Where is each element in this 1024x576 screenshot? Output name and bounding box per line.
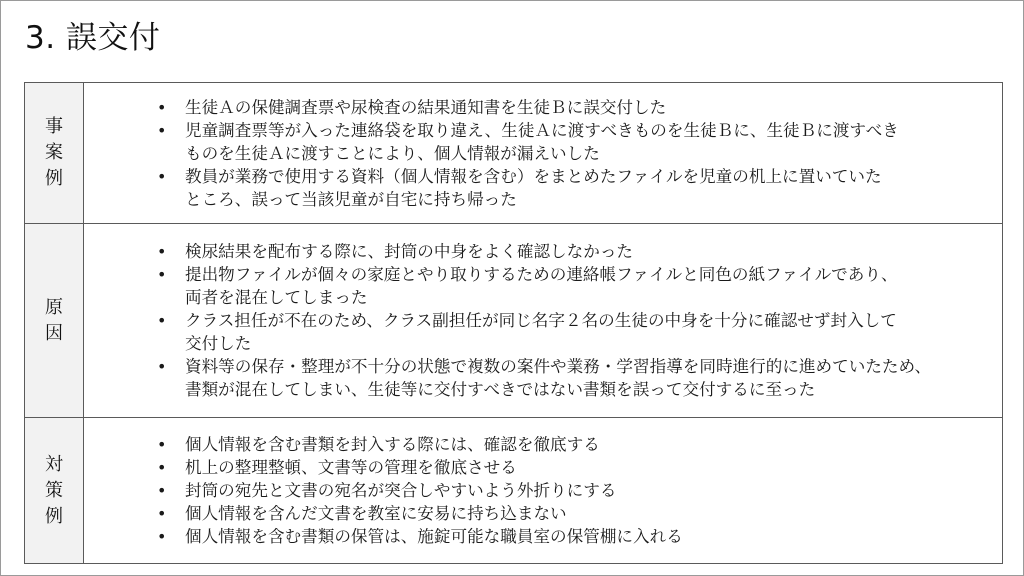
list-item xyxy=(84,119,982,165)
list-item xyxy=(84,240,982,263)
list-item-text: 生徒Ａの保健調査票や尿検査の結果通知書を生徒Ｂに誤交付した xyxy=(185,97,667,117)
list-item xyxy=(84,456,982,479)
list-item-text: 個人情報を含む書類を封入する際には、確認を徹底する xyxy=(185,435,600,454)
list-item xyxy=(84,355,982,401)
bullet-list xyxy=(84,426,1002,555)
list-item xyxy=(84,96,982,119)
section-row xyxy=(25,83,1003,224)
bullet-dot-icon: • xyxy=(157,357,167,376)
list-item xyxy=(84,502,982,525)
bullet-dot-icon: • xyxy=(157,311,167,330)
list-item-text: 個人情報を含む書類の保管は、施錠可能な職員室の保管棚に入れる xyxy=(185,527,683,546)
slide-title: 3. 誤交付 xyxy=(25,20,161,56)
bullet-dot-icon: • xyxy=(157,504,167,523)
section-label-cell xyxy=(25,418,84,564)
section-label-cell xyxy=(25,83,84,224)
bullet-dot-icon: • xyxy=(157,265,167,284)
section-label: 対策例 xyxy=(45,453,63,527)
list-item xyxy=(84,433,982,456)
list-item-text: 書類が混在してしまい、生徒等に交付すべきではない書類を誤って交付するに至った xyxy=(185,380,816,399)
section-content-cell xyxy=(84,83,1003,224)
list-item xyxy=(84,165,982,211)
list-item-text: 資料等の保存・整理が不十分の状態で複数の案件や業務・学習指導を同時進行的に進めていたため、 xyxy=(185,357,932,376)
bullet-list xyxy=(84,233,1002,408)
bullet-list xyxy=(84,89,1002,218)
section-content-cell xyxy=(84,224,1003,418)
section-label: 原因 xyxy=(45,296,63,344)
list-item-text: ところ、誤って当該児童が自宅に持ち帰った xyxy=(185,189,517,209)
bullet-dot-icon: • xyxy=(157,242,167,261)
list-item-text: 教員が業務で使用する資料（個人情報を含む）をまとめたファイルを児童の机上に置いていた xyxy=(185,166,882,186)
list-item-text: ものを生徒Ａに渡すことにより、個人情報が漏えいした xyxy=(185,143,600,163)
list-item-text: 検尿結果を配布する際に、封筒の中身をよく確認しなかった xyxy=(185,242,634,261)
list-item xyxy=(84,525,982,548)
bullet-dot-icon: • xyxy=(157,97,167,117)
list-item-text: 提出物ファイルが個々の家庭とやり取りするための連絡帳ファイルと同色の紙ファイルであり、 xyxy=(185,265,898,284)
section-content-cell xyxy=(84,418,1003,564)
list-item-text: 机上の整理整頓、文書等の管理を徹底させる xyxy=(185,458,517,477)
bullet-dot-icon: • xyxy=(157,120,167,140)
list-item xyxy=(84,263,982,309)
incident-table-body xyxy=(25,83,1003,564)
list-item xyxy=(84,479,982,502)
list-item-text: 両者を混在してしまった xyxy=(185,288,368,307)
list-item-text: 交付した xyxy=(185,334,252,353)
section-label: 事案例 xyxy=(45,116,63,189)
section-row xyxy=(25,224,1003,418)
bullet-dot-icon: • xyxy=(157,527,167,546)
bullet-dot-icon: • xyxy=(157,458,167,477)
list-item xyxy=(84,309,982,355)
bullet-dot-icon: • xyxy=(157,166,167,186)
list-item-text: クラス担任が不在のため、クラス副担任が同じ名字２名の生徒の中身を十分に確認せず封入して xyxy=(185,311,897,330)
list-item-text: 封筒の宛先と文書の宛名が突合しやすいよう外折りにする xyxy=(185,481,617,500)
bullet-dot-icon: • xyxy=(157,481,167,500)
section-label-cell xyxy=(25,224,84,418)
incident-table xyxy=(24,82,1003,564)
section-row xyxy=(25,418,1003,564)
bullet-dot-icon: • xyxy=(157,435,167,454)
list-item-text: 個人情報を含んだ文書を教室に安易に持ち込まない xyxy=(185,504,567,523)
list-item-text: 児童調査票等が入った連絡袋を取り違え、生徒Ａに渡すべきものを生徒Ｂに、生徒Ｂに渡すべき xyxy=(185,120,899,140)
